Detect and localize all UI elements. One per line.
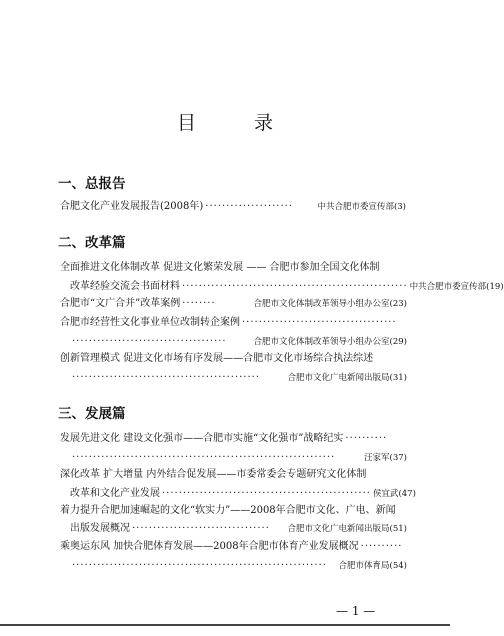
toc-entry-8-leader: ································· <box>132 523 270 534</box>
page-bottom-edge <box>0 624 450 626</box>
toc-entry-5 <box>70 372 407 384</box>
toc-entry-9-source: 合肥市体育局(54) <box>338 561 407 571</box>
toc-entry-2-leader: ······················································ <box>182 281 408 292</box>
toc-entry-2 <box>70 281 504 293</box>
toc-entry-3-source: 合肥市文化体制改革领导小组办公室(23) <box>253 299 407 309</box>
toc-entry-5-line-1: 创新管理模式 促进文化市场有序发展——合肥市文化市场综合执法综述 <box>60 353 374 364</box>
toc-entry-8-line-1: 着力提升合肥加速崛起的文化“软实力”——2008年合肥市文化、广电、新闻 <box>60 505 396 516</box>
toc-entry-3 <box>60 298 407 310</box>
toc-entry-8-title: 出版发展概况 <box>70 523 130 534</box>
toc-entry-1-leader: ····················· <box>205 201 294 212</box>
toc-entry-4-title: 合肥市经营性文化事业单位改制转企案例 <box>60 317 240 328</box>
toc-entry-6-source: 汪家军(37) <box>364 453 407 463</box>
toc-entry-8-source: 合肥市文化广电新闻出版局(51) <box>287 524 407 534</box>
toc-entry-9-leader-2: ····························································· <box>72 560 327 571</box>
page-title: 目 录 <box>176 112 300 134</box>
toc-entry-3-leader: ········ <box>182 298 216 309</box>
toc-entry-2-line-1: 全面推进文化体制改革 促进文化繁荣发展 —— 合肥市参加全国文化体制 <box>60 262 380 273</box>
toc-entry-4-source: 合肥市文化体制改革领导小组办公室(29) <box>253 337 407 347</box>
toc-entry-6 <box>70 452 407 464</box>
toc-entry-6-leader-1: ·········· <box>345 433 388 444</box>
section-heading-development: 三、发展篇 <box>58 406 126 422</box>
toc-entry-8 <box>70 523 407 535</box>
toc-entry-6-leader-2: ······························································· <box>72 452 336 463</box>
toc-entry-4-line-1 <box>60 317 397 329</box>
toc-entry-2-title: 改革经验交流会书面材料 <box>70 281 180 292</box>
toc-entry-9-leader-1: ·········· <box>360 541 403 552</box>
toc-entry-2-source: 中共合肥市委宣传部(19) <box>409 282 504 292</box>
toc-entry-5-leader: ············································· <box>72 372 261 383</box>
section-heading-general-report: 一、总报告 <box>58 176 126 192</box>
toc-entry-3-title: 合肥市“文广合并”改革案例 <box>60 298 181 309</box>
toc-entry-5-source: 合肥市文化广电新闻出版局(31) <box>287 373 407 383</box>
toc-entry-7-source: 侯宜武(47) <box>372 489 416 499</box>
section-heading-reform: 二、改革篇 <box>58 235 126 251</box>
toc-entry-6-line-1 <box>60 433 405 445</box>
page-number: — 1 — <box>336 604 376 618</box>
toc-entry-1-title: 合肥文化产业发展报告(2008年) <box>60 201 204 212</box>
toc-entry-7-title: 改革和文化产业发展 <box>70 488 160 499</box>
toc-entry-7-leader: ·················································· <box>162 488 371 499</box>
toc-entry-1-source: 中共合肥市委宣传部(3) <box>317 202 406 212</box>
toc-entry-4 <box>70 336 407 348</box>
toc-entry-6-title: 发展先进文化 建设文化强市——合肥市实施“文化强市”战略纪实 <box>60 433 344 444</box>
toc-entry-9-line-1 <box>60 541 405 553</box>
toc-entry-7-line-1: 深化改革 扩大增量 内外结合促发展——市委常委会专题研究文化体制 <box>60 469 367 480</box>
toc-entry-4-leader-1: ····································· <box>242 317 397 328</box>
toc-entry-4-leader-2: ····································· <box>72 336 227 347</box>
toc-entry-7 <box>70 488 416 500</box>
toc-entry-9 <box>70 560 407 572</box>
toc-entry-1 <box>60 201 406 213</box>
toc-entry-9-title: 乘奥运东风 加快合肥体育发展——2008年合肥市体育产业发展概况 <box>60 541 359 552</box>
